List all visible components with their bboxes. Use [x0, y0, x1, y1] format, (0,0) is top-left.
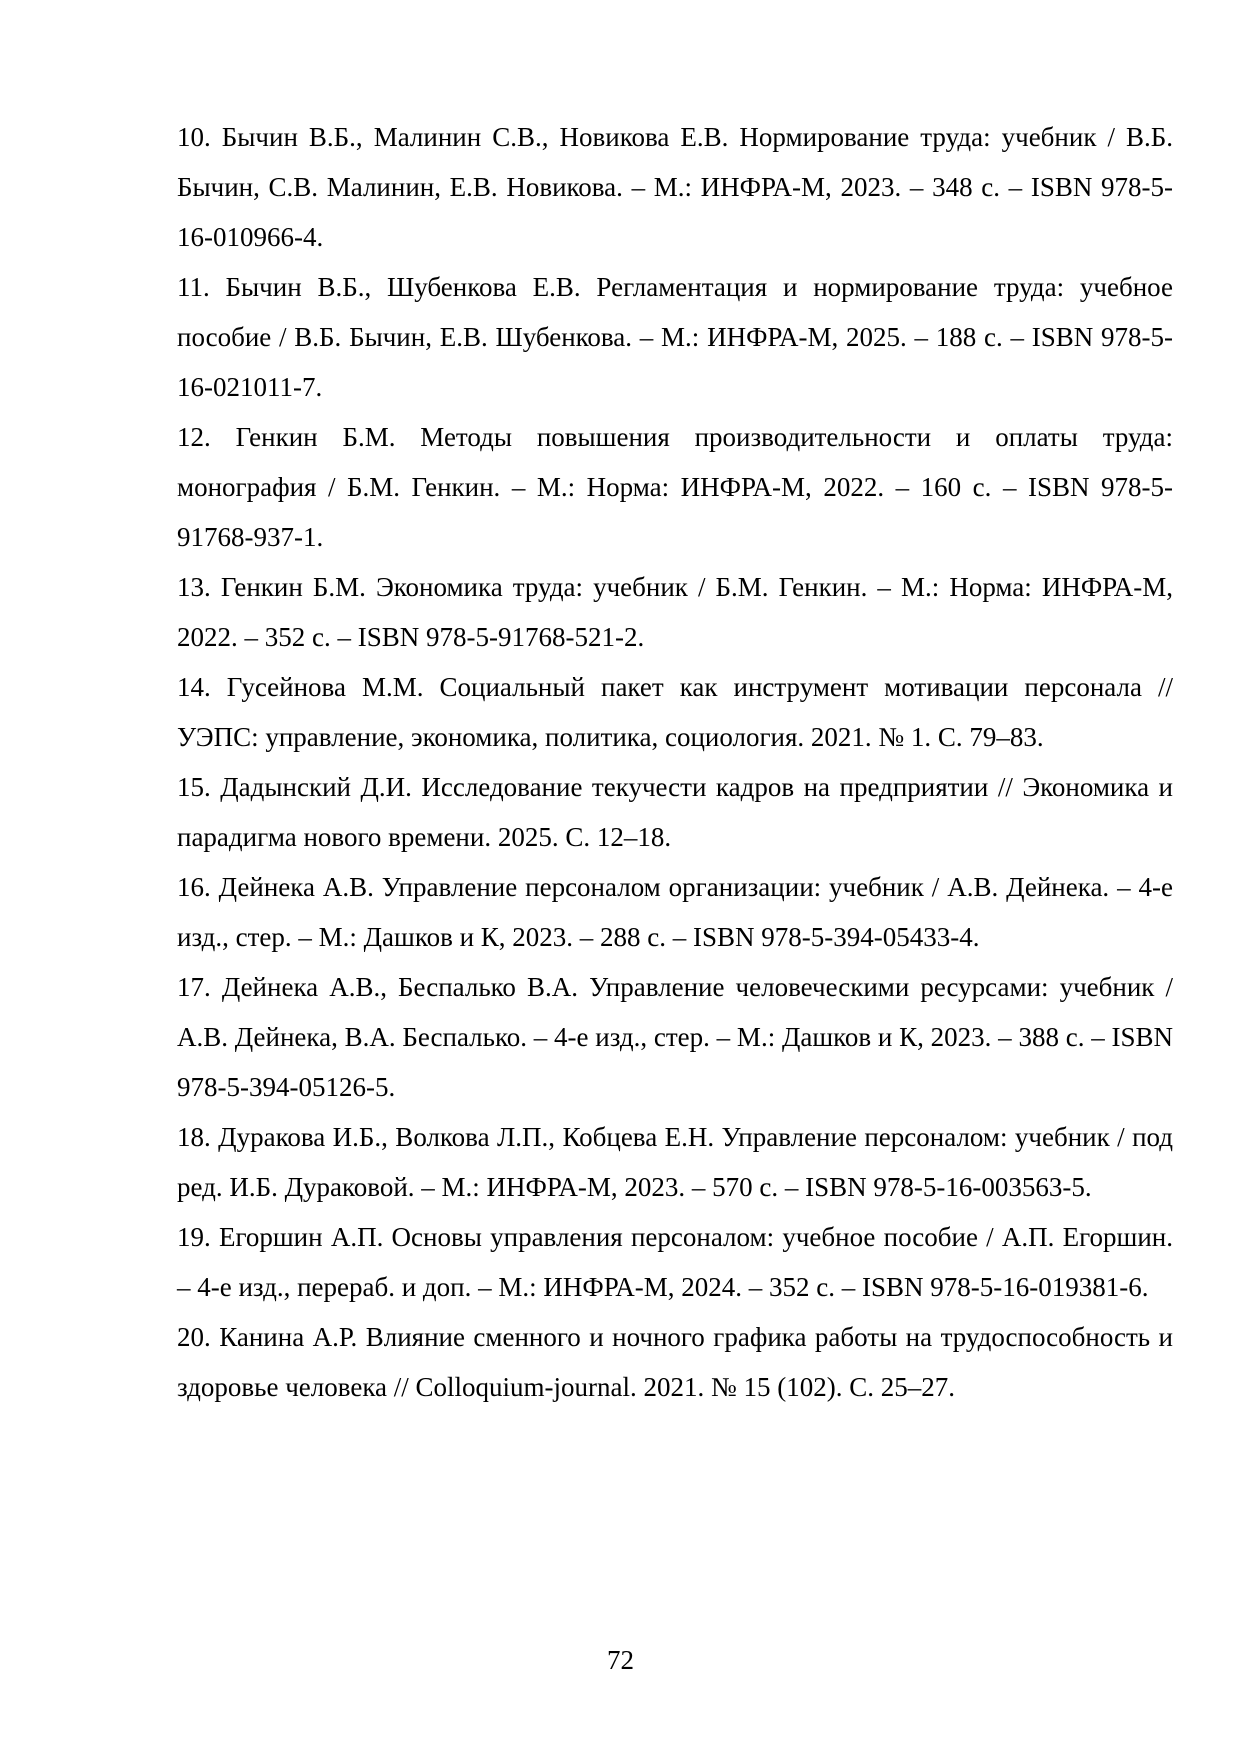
reference-item-14: 14. Гусейнова М.М. Социальный пакет как инструмент мотивации персонала // УЭПС: управление, экономика, политика, социология. 2021. № 1. С. 79–83.	[177, 672, 1173, 752]
page-number: 72	[607, 1645, 634, 1675]
reference-item-17: 17. Дейнека А.В., Беспалько В.А. Управление человеческими ресурсами: учебник / А.В. Дейнека, В.А. Беспалько. – 4-е изд., стер. – М.: Дашков и К, 2023. – 388 с. – ISBN 978-5-394-05126-5.	[177, 972, 1173, 1102]
reference-item-13: 13. Генкин Б.М. Экономика труда: учебник / Б.М. Генкин. – М.: Норма: ИНФРА-М, 2022. – 352 с. – ISBN 978-5-91768-521-2.	[177, 572, 1173, 652]
reference-item-11: 11. Бычин В.Б., Шубенкова Е.В. Регламентация и нормирование труда: учебное пособие / В.Б. Бычин, Е.В. Шубенкова. – М.: ИНФРА-М, 2025. – 188 с. – ISBN 978-5-16-021011-7.	[177, 272, 1173, 402]
reference-item-16: 16. Дейнека А.В. Управление персоналом организации: учебник / А.В. Дейнека. – 4-е изд., стер. – М.: Дашков и К, 2023. – 288 с. – ISBN 978-5-394-05433-4.	[177, 872, 1173, 952]
reference-list	[177, 112, 1173, 1412]
reference-item-12: 12. Генкин Б.М. Методы повышения производительности и оплаты труда: монография / Б.М. Генкин. – М.: Норма: ИНФРА-М, 2022. – 160 с. – ISBN 978-5-91768-937-1.	[177, 422, 1173, 552]
reference-item-10: 10. Бычин В.Б., Малинин С.В., Новикова Е.В. Нормирование труда: учебник / В.Б. Бычин, С.В. Малинин, Е.В. Новикова. – М.: ИНФРА-М, 2023. – 348 с. – ISBN 978-5-16-010966-4.	[177, 122, 1173, 252]
reference-item-19: 19. Егоршин А.П. Основы управления персоналом: учебное пособие / А.П. Егоршин. – 4-е изд., перераб. и доп. – М.: ИНФРА-М, 2024. – 352 с. – ISBN 978-5-16-019381-6.	[177, 1222, 1173, 1302]
reference-item-15: 15. Дадынский Д.И. Исследование текучести кадров на предприятии // Экономика и парадигма нового времени. 2025. С. 12–18.	[177, 772, 1173, 852]
reference-item-20: 20. Канина А.Р. Влияние сменного и ночного графика работы на трудоспособность и здоровье человека // Colloquium-journal. 2021. № 15 (102). С. 25–27.	[177, 1322, 1173, 1402]
reference-item-18: 18. Дуракова И.Б., Волкова Л.П., Кобцева Е.Н. Управление персоналом: учебник / под ред. И.Б. Дураковой. – М.: ИНФРА-М, 2023. – 570 с. – ISBN 978-5-16-003563-5.	[177, 1122, 1173, 1202]
